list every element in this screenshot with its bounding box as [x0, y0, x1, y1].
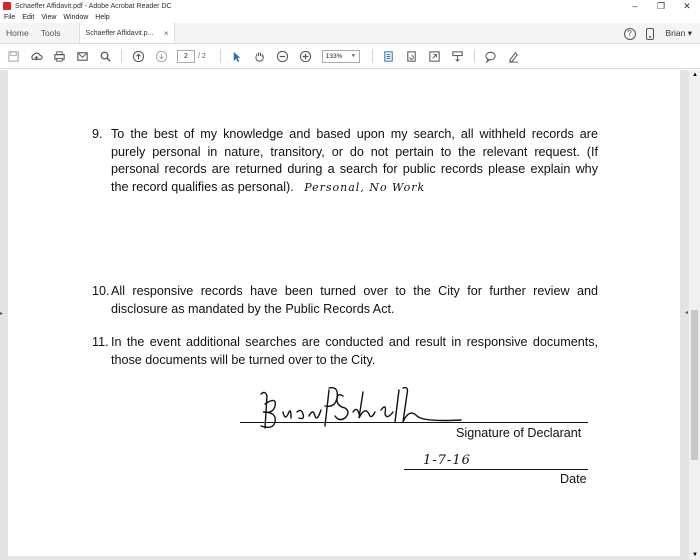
title-bar — [0, 0, 700, 12]
paragraph-9 — [92, 126, 598, 196]
page-up-icon[interactable] — [131, 49, 145, 63]
page-number-input[interactable]: 2 — [177, 50, 195, 63]
menu-file[interactable]: File — [4, 14, 16, 21]
expand-right-panel-icon[interactable]: ◂ — [684, 310, 688, 316]
vertical-scrollbar[interactable] — [689, 70, 700, 560]
close-window-button[interactable]: ✕ — [683, 0, 691, 11]
menu-edit[interactable]: Edit — [22, 14, 35, 21]
user-menu[interactable]: Brian ▾ — [665, 28, 692, 38]
rotate-icon[interactable] — [405, 49, 419, 63]
paragraph-number: 9. — [92, 127, 103, 141]
restore-button[interactable]: ❐ — [656, 0, 666, 11]
toolbar-separator — [121, 49, 122, 63]
search-icon[interactable] — [98, 49, 112, 63]
zoom-out-icon[interactable] — [276, 49, 290, 63]
tab-document[interactable] — [79, 23, 175, 43]
save-icon[interactable] — [6, 49, 20, 63]
chevron-down-icon: ▼ — [350, 53, 356, 59]
scroll-up-icon[interactable]: ▲ — [692, 72, 698, 78]
fullscreen-icon[interactable] — [428, 49, 442, 63]
fit-page-icon[interactable] — [382, 49, 396, 63]
zoom-select[interactable] — [322, 50, 360, 63]
tab-tools[interactable]: Tools — [40, 28, 61, 38]
paragraph-text: All responsive records have been turned over to the City for further review and disclosure as mandated by the Public Records Act. — [111, 284, 598, 316]
expand-left-panel-icon[interactable]: ▸ — [0, 311, 4, 317]
toolbar-separator — [220, 49, 221, 63]
minimize-button[interactable]: – — [632, 1, 638, 11]
scrollbar-thumb[interactable] — [691, 310, 698, 460]
signature-line — [240, 422, 588, 423]
pdf-page — [8, 70, 680, 556]
paragraph-11 — [92, 334, 598, 369]
toolbar-separator — [474, 49, 475, 63]
tab-close-icon[interactable]: × — [163, 28, 169, 38]
left-panel-strip — [0, 70, 5, 560]
menu-view[interactable]: View — [41, 14, 57, 21]
zoom-value: 133% — [325, 52, 343, 60]
page-total: / 2 — [198, 52, 206, 60]
signature-label: Signature of Declarant — [456, 426, 582, 440]
paragraph-number: 10. — [92, 284, 110, 298]
window-controls — [622, 0, 700, 12]
comment-icon[interactable] — [484, 49, 498, 63]
page-down-icon[interactable] — [154, 49, 168, 63]
menu-bar — [0, 12, 700, 23]
date-line — [404, 469, 588, 470]
date-label: Date — [560, 472, 587, 486]
help-icon[interactable]: ? — [624, 28, 636, 40]
tab-document-label: Schaeffer Affidavit.p... — [85, 29, 154, 37]
print-icon[interactable] — [52, 49, 66, 63]
tab-home[interactable]: Home — [6, 28, 29, 38]
menu-help[interactable]: Help — [95, 14, 110, 21]
zoom-in-icon[interactable] — [299, 49, 313, 63]
email-icon[interactable] — [75, 49, 89, 63]
signature-image — [253, 382, 473, 434]
hand-icon[interactable] — [253, 49, 267, 63]
paragraph-10 — [92, 283, 598, 318]
paragraph-text: In the event additional searches are conducted and result in responsive documents, those documents will be turned over to the City. — [111, 335, 598, 367]
sign-icon[interactable] — [507, 49, 521, 63]
toolbar-separator — [372, 49, 373, 63]
window-title: Schaeffer Affidavit.pdf - Adobe Acrobat Reader DC — [15, 2, 172, 10]
toolbar — [0, 44, 700, 69]
scroll-down-icon[interactable]: ▼ — [692, 552, 698, 558]
document-area[interactable] — [0, 70, 700, 560]
tab-bar-right — [624, 23, 700, 44]
menu-window[interactable]: Window — [63, 14, 89, 21]
reading-mode-icon[interactable] — [451, 49, 465, 63]
acrobat-icon — [3, 2, 11, 10]
select-cursor-icon[interactable] — [230, 49, 244, 63]
handwritten-note: Personal, No Work — [304, 180, 426, 194]
tab-bar — [0, 23, 700, 44]
upload-icon[interactable] — [29, 49, 43, 63]
paragraph-text: To the best of my knowledge and based upon my search, all withheld records are purely personal in nature, transitory, or do not pertain to the relevant request. (If personal records are returned during a search for public records please explain why the record qualifies as personal). Personal, No Work — [111, 127, 598, 194]
paragraph-number: 11. — [92, 335, 109, 349]
mobile-link-icon[interactable] — [646, 28, 654, 40]
date-handwritten: 1-7-16 — [423, 453, 471, 468]
